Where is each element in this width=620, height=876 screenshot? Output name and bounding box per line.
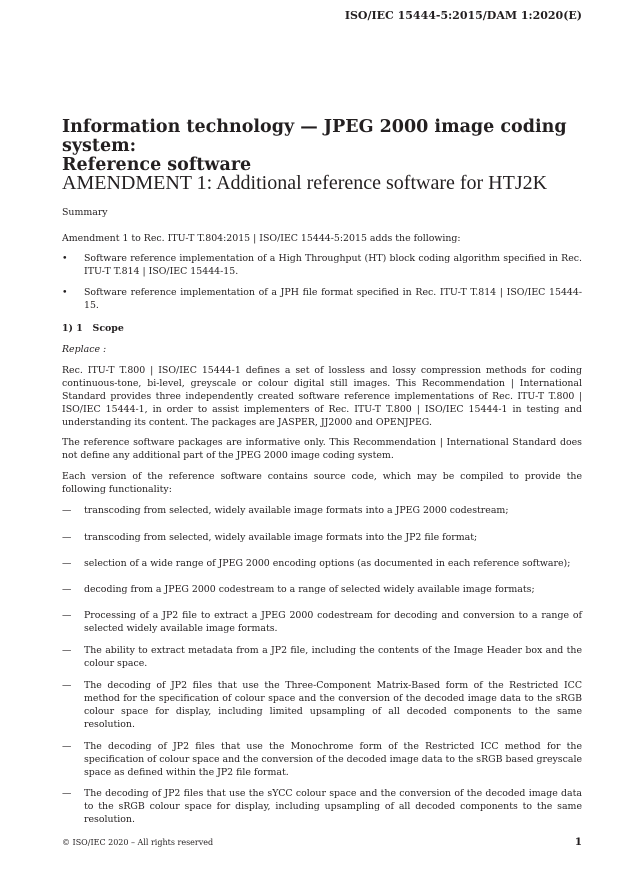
dash-icon: — xyxy=(62,558,72,569)
functionality-text: Processing of a JP2 file to extract a JPEG 2000 codestream for decoding and conversion to a range of selected widely available image formats. xyxy=(84,610,582,634)
dash-icon: — xyxy=(62,680,72,691)
dash-icon: — xyxy=(62,505,72,516)
page-number: 1 xyxy=(574,836,582,848)
functionality-text: The ability to extract metadata from a JP2 file, including the contents of the Image Header box and the colour space. xyxy=(84,645,582,669)
functionality-item xyxy=(62,644,582,670)
functionality-text: decoding from a JPEG 2000 codestream to a range of selected widely available image formats; xyxy=(84,584,535,595)
dash-icon: — xyxy=(62,584,72,595)
document-title xyxy=(62,118,582,175)
title-line-1: Information technology — JPEG 2000 image coding system: xyxy=(62,117,567,156)
copyright-footer: © ISO/IEC 2020 – All rights reserved xyxy=(62,838,214,847)
summary-bullet xyxy=(62,286,582,312)
dash-icon: — xyxy=(62,741,72,752)
summary-intro: Amendment 1 to Rec. ITU-T T.804:2015 | ISO/IEC 15444-5:2015 adds the following: xyxy=(62,233,461,244)
bullet-text: Software reference implementation of a High Throughput (HT) block coding algorithm specified in Rec. ITU-T T.814 | ISO/IEC 15444-15. xyxy=(84,253,582,277)
title-line-2: Reference software xyxy=(62,155,252,175)
replace-instruction: Replace : xyxy=(62,344,107,355)
functionality-item xyxy=(62,583,582,596)
functionality-item xyxy=(62,504,582,517)
functionality-text: The decoding of JP2 files that use the Monochrome form of the Restricted ICC method for the specification of colour space and the conversion of the decoded image data to the sRGB based greyscale space as defined within the JP2 file format. xyxy=(84,741,582,778)
functionality-text: transcoding from selected, widely available image formats into a JPEG 2000 codestream; xyxy=(84,505,509,516)
bullet-text: Software reference implementation of a JPH file format specified in Rec. ITU-T T.814 | ISO/IEC 15444-15. xyxy=(84,287,582,311)
functionality-item xyxy=(62,531,582,544)
section-heading xyxy=(62,322,582,335)
scope-paragraph: The reference software packages are informative only. This Recommendation | International Standard does not define any additional part of the JPEG 2000 image coding system. xyxy=(62,437,582,461)
functionality-text: transcoding from selected, widely available image formats into the JP2 file format; xyxy=(84,532,478,543)
dash-icon: — xyxy=(62,645,72,656)
functionality-text: The decoding of JP2 files that use the Three-Component Matrix-Based form of the Restricted ICC method for the specification of colour space and the conversion of the decoded image data to the sRGB colour space for display, including limited upsampling of all decoded components to the same resolution. xyxy=(84,680,582,730)
functionality-item xyxy=(62,787,582,826)
summary-bullet xyxy=(62,252,582,278)
section-title: Scope xyxy=(92,323,124,334)
dash-icon: — xyxy=(62,788,72,799)
functionality-text: selection of a wide range of JPEG 2000 encoding options (as documented in each reference software); xyxy=(84,558,571,569)
scope-paragraph: Rec. ITU-T T.800 | ISO/IEC 15444-1 defines a set of lossless and lossy compression methods for coding continuous-tone, bi-level, greyscale or colour digital still images. This Recommendation | International Standard provides three independently created software reference implementations of Rec. ITU-T T.800 | ISO/IEC 15444-1, in order to assist implementers of Rec. ITU-T T.800 | ISO/IEC 15444-1 in testing and understanding its content. The packages are JASPER, JJ2000 and OPENJPEG. xyxy=(62,365,582,428)
functionality-item xyxy=(62,557,582,570)
section-number: 1) 1 xyxy=(62,323,83,334)
functionality-item xyxy=(62,679,582,731)
document-id-header: ISO/IEC 15444-5:2015/DAM 1:2020(E) xyxy=(344,9,582,22)
amendment-title: AMENDMENT 1: Additional reference software for HTJ2K xyxy=(62,172,548,194)
scope-paragraph: Each version of the reference software contains source code, which may be compiled to provide the following functionality: xyxy=(62,471,582,495)
functionality-item xyxy=(62,740,582,779)
bullet-icon: • xyxy=(62,253,68,264)
functionality-item xyxy=(62,609,582,635)
bullet-icon: • xyxy=(62,287,68,298)
dash-icon: — xyxy=(62,532,72,543)
functionality-text: The decoding of JP2 files that use the sYCC colour space and the conversion of the decoded image data to the sRGB colour space for display, including upsampling of all decoded components to the same resolution. xyxy=(84,788,582,825)
dash-icon: — xyxy=(62,610,72,621)
summary-heading: Summary xyxy=(62,207,108,218)
